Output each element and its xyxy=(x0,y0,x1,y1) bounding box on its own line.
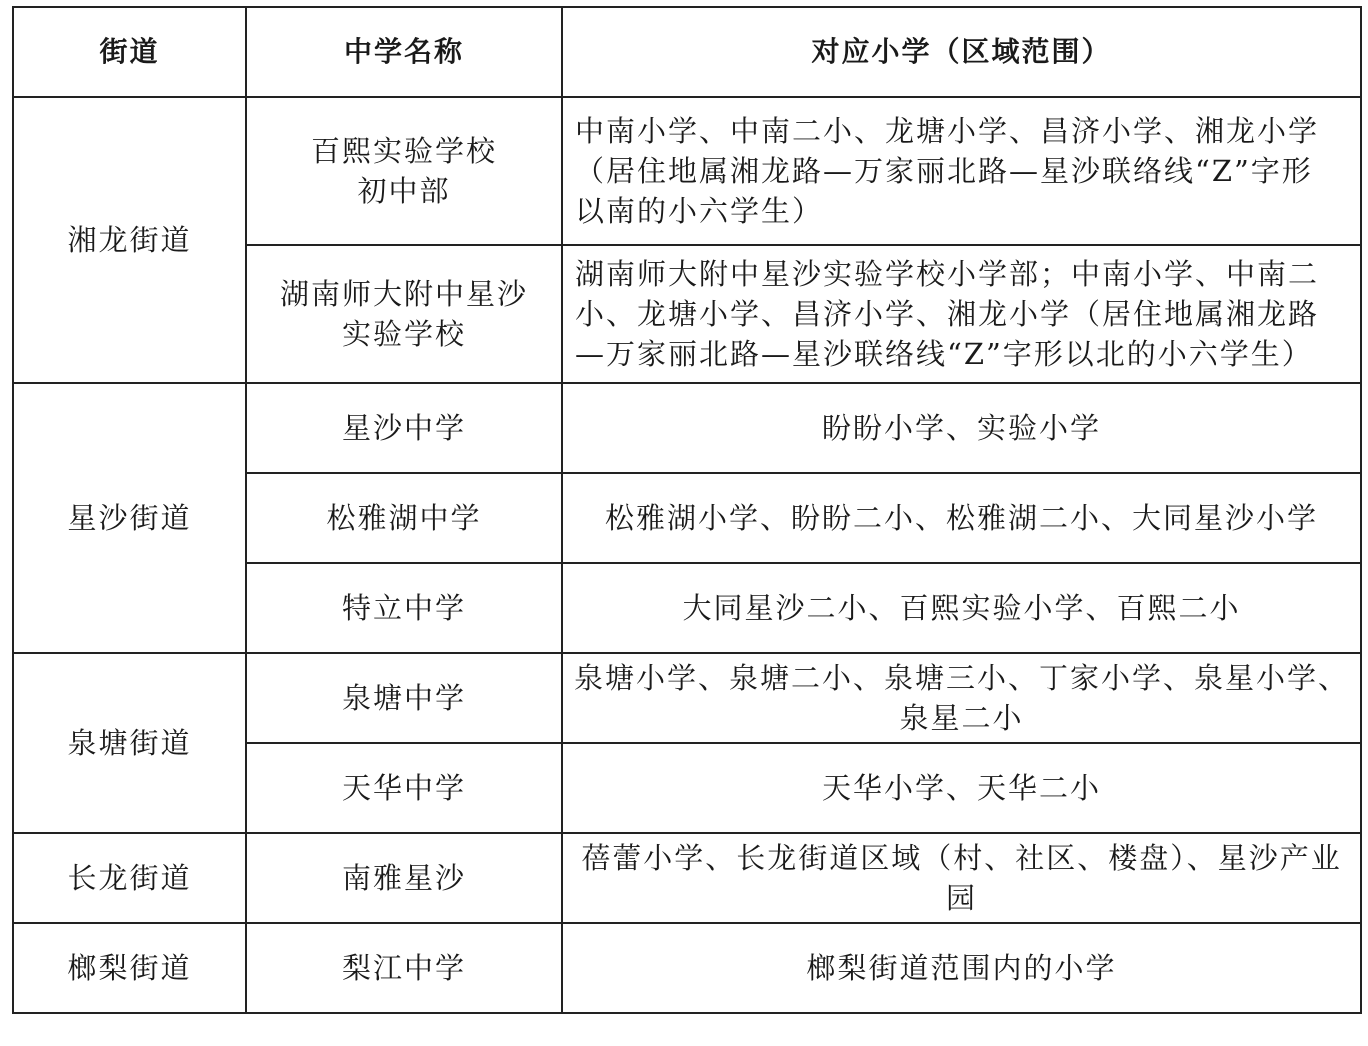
primary-schools-cell xyxy=(562,743,1361,833)
primary-line: 中南小学、中南二小、龙塘小学、昌济小学、湘龙小学 xyxy=(575,114,1320,148)
street-cell-changlong: 长龙街道 xyxy=(13,833,246,923)
table-row xyxy=(13,97,1361,245)
primary-line: 松雅湖小学、盼盼二小、松雅湖二小、大同星沙小学 xyxy=(604,501,1318,535)
primary-line: （居住地属湘龙路—万家丽北路—星沙联络线“Z”字形 xyxy=(575,154,1313,188)
table-row xyxy=(13,923,1361,1013)
middle-school-cell xyxy=(246,97,562,245)
header-street: 街道 xyxy=(13,7,246,97)
header-primary-schools: 对应小学（区域范围） xyxy=(562,7,1361,97)
street-cell-quantang: 泉塘街道 xyxy=(13,653,246,833)
primary-line: 盼盼小学、实验小学 xyxy=(821,411,1101,445)
middle-school-cell xyxy=(246,923,562,1013)
primary-schools-cell xyxy=(562,97,1361,245)
table-row xyxy=(13,833,1361,923)
middle-school-line: 初中部 xyxy=(357,174,451,208)
primary-line: 榔梨街道范围内的小学 xyxy=(806,951,1117,985)
primary-line: 以南的小六学生） xyxy=(575,194,824,228)
middle-school-line: 实验学校 xyxy=(341,317,466,351)
middle-school-line: 松雅湖中学 xyxy=(326,501,482,535)
primary-schools-cell xyxy=(562,563,1361,653)
middle-school-line: 湖南师大附中星沙 xyxy=(279,277,528,311)
middle-school-line: 天华中学 xyxy=(341,771,466,805)
middle-school-cell xyxy=(246,563,562,653)
primary-line: 泉塘小学、泉塘二小、泉塘三小、丁家小学、泉星小学、 xyxy=(573,661,1349,695)
primary-schools-cell xyxy=(562,245,1361,383)
primary-schools-cell xyxy=(562,833,1361,923)
street-cell-xianglong: 湘龙街道 xyxy=(13,97,246,383)
middle-school-cell xyxy=(246,833,562,923)
primary-schools-cell xyxy=(562,923,1361,1013)
middle-school-line: 南雅星沙 xyxy=(341,861,466,895)
table-row xyxy=(13,653,1361,743)
middle-school-line: 梨江中学 xyxy=(341,951,466,985)
middle-school-cell xyxy=(246,653,562,743)
middle-school-cell xyxy=(246,743,562,833)
primary-line: 园 xyxy=(945,881,977,915)
primary-schools-cell xyxy=(562,383,1361,473)
primary-schools-cell xyxy=(562,653,1361,743)
middle-school-cell xyxy=(246,383,562,473)
middle-school-line: 特立中学 xyxy=(341,591,466,625)
primary-line: 天华小学、天华二小 xyxy=(821,771,1101,805)
primary-schools-cell xyxy=(562,473,1361,563)
primary-line: —万家丽北路—星沙联络线“Z”字形以北的小六学生） xyxy=(575,337,1313,371)
middle-school-line: 百熙实验学校 xyxy=(310,134,497,168)
middle-school-line: 泉塘中学 xyxy=(341,681,466,715)
primary-line: 小、龙塘小学、昌济小学、湘龙小学（居住地属湘龙路 xyxy=(575,297,1320,331)
street-cell-langli: 榔梨街道 xyxy=(13,923,246,1013)
middle-school-cell xyxy=(246,473,562,563)
street-cell-xingsha: 星沙街道 xyxy=(13,383,246,653)
primary-line: 蓓蕾小学、长龙街道区域（村、社区、楼盘）、星沙产业 xyxy=(581,841,1342,875)
middle-school-cell xyxy=(246,245,562,383)
school-zone-table xyxy=(12,6,1362,1014)
middle-school-line: 星沙中学 xyxy=(341,411,466,445)
table-row xyxy=(13,383,1361,473)
header-row xyxy=(13,7,1361,97)
primary-line: 湖南师大附中星沙实验学校小学部；中南小学、中南二 xyxy=(575,257,1320,291)
primary-line: 泉星二小 xyxy=(899,701,1024,735)
header-middle-school: 中学名称 xyxy=(246,7,562,97)
primary-line: 大同星沙二小、百熙实验小学、百熙二小 xyxy=(682,591,1241,625)
